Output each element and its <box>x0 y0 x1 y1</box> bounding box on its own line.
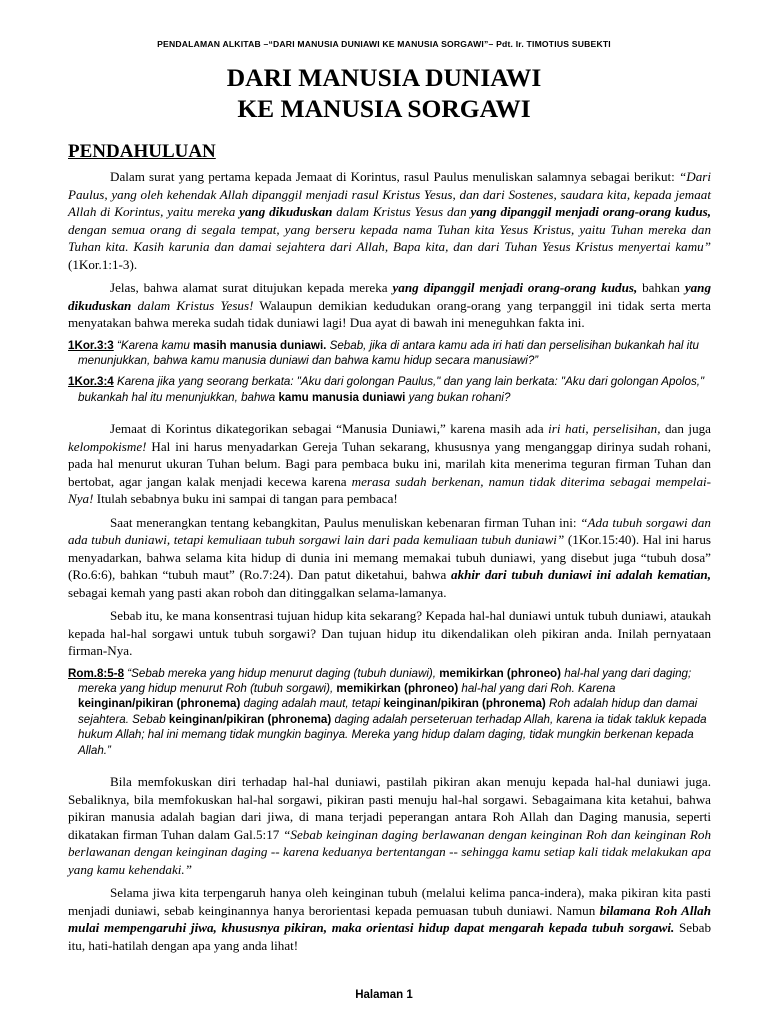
document-title <box>0 62 768 124</box>
verse-text: Sebab, jika di antara kamu ada iri hati dan perselisihan bukankah hal itu menunjukkan, bahwa kamu manusia duniawi dan bahwa kamu hidup secara manusiawi?” <box>78 338 699 367</box>
verse-reference: 1Kor.3:4 <box>68 375 114 389</box>
verse-text: daging adalah maut, tetapi <box>240 697 384 711</box>
verse-text: hal-hal yang dari daging; mereka yang hidup menurut Roh (tubuh sorgawi), <box>78 666 692 696</box>
text-run-italic: kelompokisme! <box>68 438 147 454</box>
verse-text: Roh adalah hidup dan damai sejahtera. Sebab <box>78 697 698 726</box>
verse-emphasis: memikirkan (phroneo) <box>439 666 561 680</box>
text-run-emphasis: bilamana Roh Allah mulai mempengaruhi jiwa, khususnya pikiran, maka orientasi hidup dapat mengarah kepada tubuh sorgawi. <box>68 902 711 936</box>
text-run: (1Kor.15:40). Hal ini harus menyadarkan, bahwa selama kita hidup di dunia ini memang memakai tubuh duniawi, yang disebut juga “tubuh dosa” (Ro.6:6), bahkan “tubuh maut” (Ro.7:24). Dan patut diketahui, bahwa <box>68 532 711 583</box>
verse-emphasis: keinginan/pikiran (phronema) <box>383 697 546 711</box>
verse-reference: Rom.8:5-8 <box>68 666 125 680</box>
text-run: dan juga <box>660 421 711 437</box>
text-run: Hal ini harus menyadarkan Gereja Tuhan sekarang, khususnya yang menganggap dirinya sudah rohani, pada hal menurut ukuran Tuhan belum. Bagi para pembaca buku ini, marilah kita menerima teguran firman Tuhan dan bertobat, agar jangan kalak menjadi kecewa karena <box>68 438 711 489</box>
text-run: Selama jiwa kita terpengaruh hanya oleh keinginan tubuh (melalui kelima panca-indera), maka pikiran kita pasti menjadi duniawi, sebab keinginannya hanya berorientasi kepada pemuasan tubuh duniawi. Namun <box>68 885 711 918</box>
text-run-italic: dalam Kristus Yesus! <box>131 297 254 313</box>
text-run: Saat menerangkan tentang kebangkitan, Paulus menuliskan kebenaran firman Tuhan ini: <box>110 514 581 530</box>
verse-text: Karena jika yang seorang berkata: "Aku dari golongan Paulus," dan yang lain berkata: "Aku dari golongan Apolos," bukankah hal itu menunjukkan, bahwa <box>78 375 705 404</box>
text-run: Jelas, bahwa alamat surat ditujukan kepada mereka <box>110 280 393 295</box>
text-run-emphasis: yang dikuduskan <box>68 280 711 313</box>
text-run-emphasis: akhir dari tubuh duniawi ini adalah kematian, <box>451 567 711 583</box>
text-run: Walaupun demikian kedudukan orang-orang yang terpanggil ini tidak serta merta menyatakan bahwa mereka sudah tidak duniawi lagi! Dua ayat di bawah ini meneguhkan fakta ini. <box>68 297 711 330</box>
verse-quote-3 <box>68 666 711 758</box>
document-body <box>68 168 711 960</box>
text-run: Itulah sebabnya buku ini sampai di tangan para pembaca! <box>93 491 398 507</box>
text-run: Jemaat di Korintus dikategorikan sebagai “Manusia Duniawi,” karena masih ada <box>110 421 549 437</box>
text-run-italic: dengan semua orang di segala tempat, yang berseru kepada nama Tuhan kita Yesus Kristus, yaitu Tuhan mereka dan Tuhan kita. Kasih karunia dan damai sejahtera dari Allah, Bapa kita, dan dari Tuhan Yesus Kristus menyertai kamu” <box>68 221 711 254</box>
text-run-emphasis: yang dipanggil menjadi orang-orang kudus, <box>470 204 711 219</box>
paragraph-1 <box>68 168 711 273</box>
paragraph-4 <box>68 514 711 602</box>
page-number: Halaman 1 <box>355 989 413 1001</box>
title-line-1: DARI MANUSIA DUNIAWI <box>226 63 542 92</box>
verse-text: “Sebab mereka yang hidup menurut daging (tubuh duniawi), <box>124 666 440 680</box>
text-run-emphasis: yang dipanggil menjadi orang-orang kudus, <box>392 280 638 295</box>
verse-emphasis: masih manusia duniawi. <box>193 338 327 352</box>
text-run: Sebab itu, hati-hatilah dengan apa yang anda lihat! <box>68 920 711 953</box>
text-run: sebagai kemah yang pasti akan roboh dan ditinggalkan selama-lamanya. <box>68 584 447 600</box>
spacer <box>68 764 711 773</box>
paragraph-7 <box>68 884 711 954</box>
paragraph-2 <box>68 279 711 332</box>
verse-text: daging adalah perseteruan terhadap Allah, karena ia tidak takluk kepada hukum Allah; hal ini memang tidak mungkin baginya. Mereka yang hidup dalam daging, tidak mungkin berkenan kepada Allah.” <box>78 712 707 757</box>
verse-text: hal-hal yang dari Roh. Karena <box>458 682 616 696</box>
running-header: PENDALAMAN ALKITAB –“DARI MANUSIA DUNIAWI KE MANUSIA SORGAWI”– Pdt. Ir. TIMOTIUS SUBEKTI <box>157 39 611 49</box>
verse-reference: 1Kor.3:3 <box>68 338 114 352</box>
text-run: Bila memfokuskan diri terhadap hal-hal duniawi, pastilah pikiran akan menuju kepada hal-hal duniawi juga. Sebaliknya, bila memfokuskan hal-hal sorgawi, pikiran pasti menuju hal-hal sorgawi. Sebagaimana kita ketahui, bahwa pikiran manusia adalah bagian dari jiwa, di mana terjadi peperangan antara Roh Allah dan Daging manusia, seperti dikatakan firman Tuhan dalam Gal.5:17 <box>68 774 711 842</box>
text-run: bahkan <box>637 280 685 295</box>
text-run-italic: “Dari Paulus, yang oleh kehendak Allah dipanggil menjadi rasul Kristus Yesus, dan dari Sostenes, saudara kita, kepada jemaat Allah di Korintus, yaitu mereka <box>68 169 711 219</box>
text-run: Sebab itu, ke mana konsentrasi tujuan hidup kita sekarang? Kepada hal-hal duniawi untuk tubuh duniawi, ataukah kepada hal-hal sorgawi untuk tubuh sorgawi? Dan tujuan hidup itu dikendalikan oleh pikiran anda. Inilah pernyataan firman-Nya. <box>68 608 711 659</box>
text-run-italic: iri hati, perselisihan, <box>548 421 661 437</box>
verse-emphasis: keinginan/pikiran (phronema) <box>78 697 241 711</box>
paragraph-5 <box>68 607 711 660</box>
verse-quote-2 <box>68 374 711 405</box>
section-heading: PENDAHULUAN <box>68 141 216 162</box>
verse-emphasis: memikirkan (phroneo) <box>336 682 459 696</box>
spacer <box>68 411 711 420</box>
verse-text: “Karena kamu <box>113 338 194 352</box>
text-run-emphasis: yang dikuduskan <box>239 204 333 219</box>
text-run-italic: “Ada tubuh sorgawi dan ada tubuh duniawi, tetapi kemuliaan tubuh sorgawi lain dari pada kemuliaan tubuh duniawi” <box>68 514 711 548</box>
text-run-italic: dalam Kristus Yesus dan <box>332 204 471 219</box>
paragraph-3 <box>68 420 711 508</box>
text-run-italic: “Sebab keinginan daging berlawanan dengan keinginan Roh dan keinginan Roh berlawanan dengan keinginan daging -- karena keduanya bertentangan -- sehingga kamu setiap kali tidak melakukan apa yang kamu kehendaki.” <box>68 826 712 877</box>
text-run: Dalam surat yang pertama kepada Jemaat di Korintus, rasul Paulus menuliskan salamnya sebagai berikut: <box>110 169 679 184</box>
text-run: (1Kor.1:1-3). <box>68 256 138 272</box>
verse-quote-1 <box>68 338 711 369</box>
verse-emphasis: keinginan/pikiran (phronema) <box>168 712 332 726</box>
text-run-italic: merasa sudah berkenan, namun tidak diterima sebagai mempelai-Nya! <box>68 473 711 507</box>
title-line-2: KE MANUSIA SORGAWI <box>237 94 531 123</box>
paragraph-6 <box>68 773 711 878</box>
verse-emphasis: kamu manusia duniawi <box>278 390 406 404</box>
verse-text: yang bukan rohani? <box>405 390 511 404</box>
